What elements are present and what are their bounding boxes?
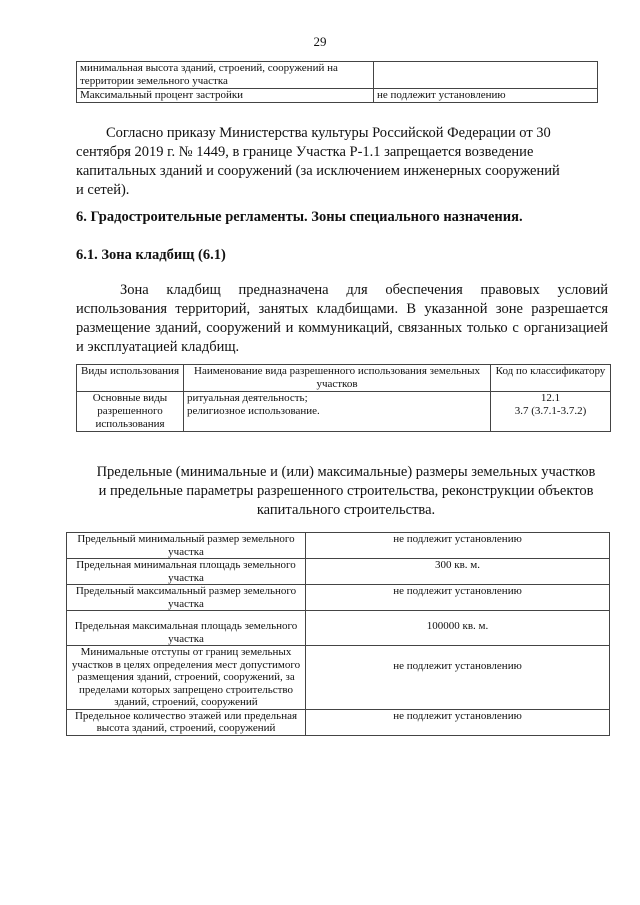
use-name: религиозное использование.: [187, 405, 320, 417]
limits-subtitle: Предельные (минимальные и (или) максимальные) размеры земельных участков и предельные параметры разрешенного строительства, реконструкции объектов капитального строительства.: [96, 464, 596, 518]
param-cell: Предельное количество этажей или предельная высота зданий, строений, сооружений: [67, 709, 306, 735]
value-cell: не подлежит установлению: [306, 709, 610, 735]
classifier-code: 3.7 (3.7.1-3.7.2): [514, 405, 587, 417]
table-row: [67, 646, 610, 710]
paragraph-line: и сетей).: [76, 182, 130, 198]
param-cell: Предельная минимальная площадь земельного участка: [67, 559, 306, 585]
table-row: [67, 585, 610, 611]
param-cell: минимальная высота зданий, строений, сооружений на территории земельного участка: [77, 62, 374, 89]
page-number: 29: [313, 34, 327, 49]
param-cell: Предельный максимальный размер земельного участка: [67, 585, 306, 611]
table-row: [67, 709, 610, 735]
section-6-1-heading: 6.1. Зона кладбищ (6.1): [76, 247, 226, 263]
value-cell: 100000 кв. м.: [306, 611, 610, 646]
table-row: [77, 89, 598, 103]
value-cell: 300 кв. м.: [306, 559, 610, 585]
classifier-code: 12.1: [540, 392, 561, 404]
table-header-row: [77, 365, 611, 392]
table-row: [67, 533, 610, 559]
table-row: [77, 392, 611, 432]
section-6-heading: 6. Градостроительные регламенты. Зоны специального назначения.: [76, 209, 523, 225]
code-cell: [491, 392, 611, 432]
value-cell: не подлежит установлению: [306, 646, 610, 710]
use-name-cell: [184, 392, 491, 432]
plot-limits-table: [66, 532, 610, 736]
value-cell: не подлежит установлению: [374, 89, 598, 103]
use-name: ритуальная деятельность;: [187, 392, 308, 404]
value-cell: не подлежит установлению: [306, 585, 610, 611]
header-cell: Виды использования: [77, 365, 184, 392]
param-cell: Максимальный процент застройки: [77, 89, 374, 103]
table-row: [67, 611, 610, 646]
use-type-cell: Основные виды разрешенного использования: [77, 392, 184, 432]
building-params-table: [76, 61, 598, 103]
ministry-order-paragraph: [76, 124, 608, 200]
table-row: [77, 62, 598, 89]
permitted-use-table: [76, 364, 611, 432]
cemetery-zone-paragraph: Зона кладбищ предназначена для обеспечения правовых условий использования территорий, занятых кладбищами. В указанной зоне разрешается размещение зданий, сооружений и коммуникаций, связанных только с организацией и эксплуатацией кладбищ.: [76, 282, 608, 355]
param-cell: Предельная максимальная площадь земельного участка: [67, 611, 306, 646]
param-cell: Минимальные отступы от границ земельных участков в целях определения мест допустимого размещения зданий, строений, сооружений, за пределами которых запрещено строительство зданий, строений, сооружений: [67, 646, 306, 710]
paragraph-line: Согласно приказу Министерства культуры Российской Федерации от 30: [106, 125, 551, 141]
header-cell: Код по классификатору: [491, 365, 611, 392]
param-cell: Предельный минимальный размер земельного участка: [67, 533, 306, 559]
paragraph-line: сентября 2019 г. № 1449, в границе Участка Р-1.1 запрещается возведение: [76, 144, 534, 160]
value-cell: не подлежит установлению: [306, 533, 610, 559]
paragraph-line: капитальных зданий и сооружений (за исключением инженерных сооружений: [76, 163, 560, 179]
value-cell: [374, 62, 598, 89]
table-row: [67, 559, 610, 585]
header-cell: Наименование вида разрешенного использования земельных участков: [184, 365, 491, 392]
